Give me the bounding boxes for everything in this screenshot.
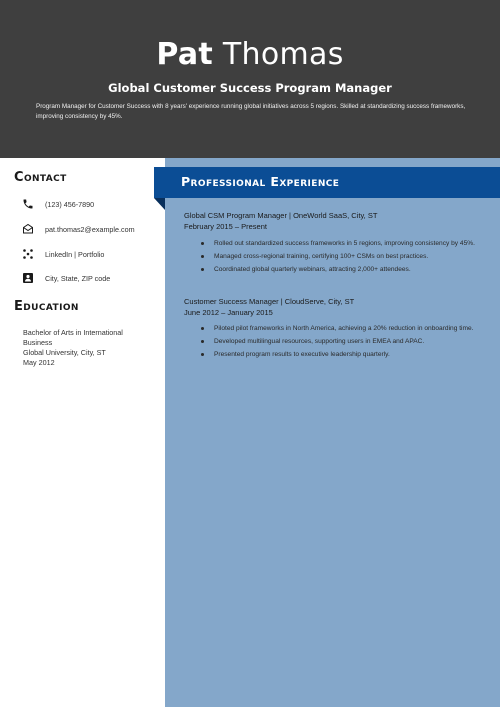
contact-phone bbox=[22, 197, 94, 211]
location-text: City, State, ZIP code bbox=[45, 273, 111, 283]
contact-location bbox=[22, 271, 110, 285]
education-entry bbox=[23, 328, 153, 368]
contact-email bbox=[22, 222, 135, 236]
job-title-2: Customer Success Manager | CloudServe, City, ST bbox=[184, 297, 355, 306]
job-bullets-1 bbox=[201, 239, 486, 278]
job-dates-2: June 2012 – January 2015 bbox=[184, 308, 273, 317]
sidebar bbox=[0, 158, 165, 707]
last-name: Thomas bbox=[222, 37, 344, 72]
network-icon bbox=[22, 248, 34, 260]
experience-heading: Professional Experience bbox=[181, 174, 340, 189]
phone-icon bbox=[22, 198, 34, 210]
location-card-icon bbox=[22, 272, 34, 284]
list-item: Coordinated global quarterly webinars, attracting 2,000+ attendees. bbox=[201, 265, 486, 275]
education-heading: Education bbox=[14, 299, 79, 314]
email-text[interactable]: pat.thomas2@example.com bbox=[45, 224, 135, 234]
contact-heading: Contact bbox=[14, 170, 67, 185]
graduation-date: May 2012 bbox=[23, 358, 55, 367]
banner-fold bbox=[154, 198, 165, 210]
email-icon bbox=[22, 223, 34, 235]
school: Global University, City, ST bbox=[23, 348, 106, 357]
list-item: Piloted pilot frameworks in North America, achieving a 20% reduction in onboarding time. bbox=[201, 324, 486, 334]
candidate-name bbox=[0, 36, 500, 74]
job-role-title: Global Customer Success Program Manager bbox=[108, 81, 392, 95]
list-item: Presented program results to executive leadership quarterly. bbox=[201, 350, 486, 360]
list-item: Managed cross-regional training, certifying 100+ CSMs on best practices. bbox=[201, 252, 486, 262]
phone-text[interactable]: (123) 456-7890 bbox=[45, 199, 95, 209]
degree: Bachelor of Arts in International Business bbox=[23, 328, 123, 347]
contact-links bbox=[22, 247, 104, 261]
list-item: Rolled out standardized success frameworks in 5 regions, improving consistency by 45%. bbox=[201, 239, 486, 249]
job-dates-1: February 2015 – Present bbox=[184, 222, 267, 231]
resume-header bbox=[0, 0, 500, 158]
first-name: Pat bbox=[156, 37, 214, 72]
profile-summary: Program Manager for Customer Success with 8 years' experience running global initiatives across 5 regions. Skilled at standardizing success frameworks, improving consistency by 45%. bbox=[36, 103, 466, 120]
links-text[interactable]: LinkedIn | Portfolio bbox=[45, 249, 105, 259]
list-item: Developed multilingual resources, supporting users in EMEA and APAC. bbox=[201, 337, 486, 347]
job-title-1: Global CSM Program Manager | OneWorld SaaS, City, ST bbox=[184, 211, 378, 220]
job-bullets-2 bbox=[201, 324, 486, 363]
